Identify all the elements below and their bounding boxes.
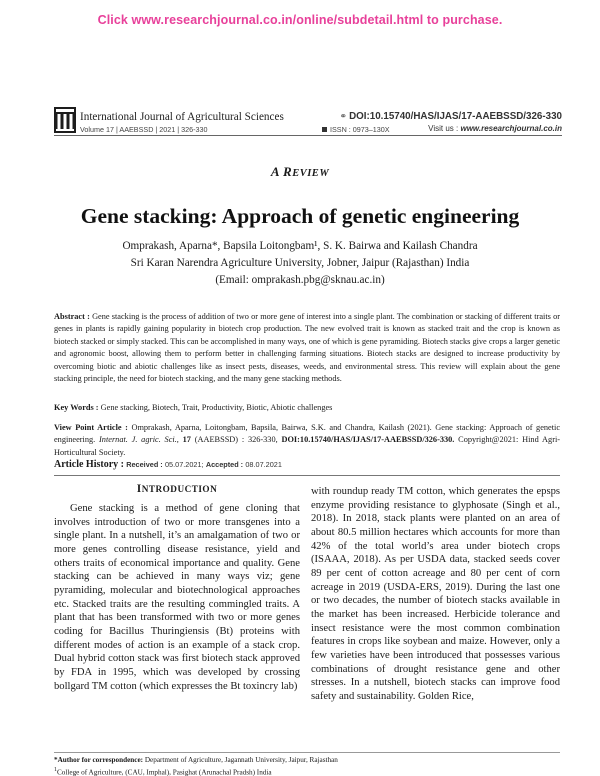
doi-header[interactable] (340, 111, 562, 122)
visit-url[interactable]: www.researchjournal.co.in (460, 124, 562, 133)
purchase-link[interactable]: Click www.researchjournal.co.in/online/subdetail.html to purchase. (97, 13, 503, 27)
footnote-divider (54, 752, 560, 753)
visit-us (428, 124, 562, 133)
article-type-first: A R (270, 164, 293, 179)
visit-label: Visit us : (428, 124, 459, 133)
affiliation-footnote-text: College of Agriculture, (CAU, Imphal), Pasighat (Arunachal Pradsh) India (57, 768, 272, 776)
copyright: Copyright@2021: Hind Agri-Horticultural Society. (54, 435, 561, 457)
citation-text: Omprakash, Aparna, Loitongbam, Bapsila, Bairwa, S.K. and Chandra, Kailash (2021). Gene stacking: Approach of genetic engineering. (54, 423, 560, 445)
journal-logo-icon (54, 107, 76, 133)
correspondence-label: *Author for correspondence: (54, 756, 144, 764)
abstract-label: Abstract : (54, 312, 90, 321)
heading-first: I (136, 483, 142, 495)
received-date: 05.07.2021; (165, 460, 204, 469)
email[interactable]: (Email: omprakash.pbg@sknau.ac.in) (215, 274, 385, 286)
article-type-rest: EVIEW (292, 168, 330, 179)
accepted-label: Accepted : (205, 460, 244, 469)
article-type (0, 164, 600, 180)
introduction-col1 (54, 502, 300, 693)
view-point-citation: View Point Article : Omprakash, Aparna, Loitongbam, Bapsila, Bairwa, S.K. and Chandra, Kailash (2021). Gene stacking: Approach of genetic engineering. Internat. J. agric. Sci., 17 (AAEBSSD) : 326-330, DOI:10.15740/HAS/IJAS/17-AAEBSSD/326-330. Copyright@2021: Hind Agri-Horticultural Society. (54, 423, 561, 457)
affiliation-footnote (54, 767, 272, 776)
citation-doi[interactable]: DOI:10.15740/HAS/IJAS/17-AAEBSSD/326-330. (281, 435, 455, 445)
issn-square-icon (322, 127, 327, 132)
keywords-text: Gene stacking, Biotech, Trait, Productivity, Biotic, Abiotic challenges (100, 403, 333, 412)
view-point-label: View Point Article : (54, 423, 128, 432)
affiliation: Sri Karan Narendra Agriculture University, Jobner, Jaipur (Rajasthan) India (130, 257, 470, 269)
volume-info: Volume 17 | AAEBSSD | 2021 | 326-330 (80, 125, 208, 134)
issn-text: ISSN : 0973–130X (330, 125, 390, 134)
authors: Omprakash, Aparna*, Bapsila Loitongbam¹, S. K. Bairwa and Kailash Chandra (122, 240, 478, 252)
history-divider (54, 475, 560, 476)
affiliation-sup: 1 (54, 767, 57, 773)
header-divider (54, 135, 562, 136)
keywords (54, 402, 560, 414)
doi-icon: ⚭ (339, 111, 348, 121)
paragraph: Gene stacking is a method of gene cloning that involves introduction of two or more transgenes into a single plant. In a nutshell, it’s an amalgamation of two or more genes controlling disease resistance, yield and others traits of economical importance and quality. Gene stacking can be achieved in many ways viz; gene pyramiding, molecular and biotechnological approaches etc. Stacked traits are the resulting commingled traits. A plant that has been transformed with two or more genes coding for Bacillus Thuringiensis (Bt) proteins with different modes of action is an example of a stack crop. Dual hybrid cotton stack was first biotech stack approved by FDA in 1995, which was developed by crossing bollgard TM cotton (which expresses the Bt toxincry lab) (54, 503, 300, 692)
article-history (54, 459, 282, 470)
correspondence-footnote (54, 756, 338, 764)
doi-text: DOI:10.15740/HAS/IJAS/17-AAEBSSD/326-330 (349, 111, 562, 122)
issn (322, 125, 390, 134)
heading-rest: NTRODUCTION (141, 484, 218, 494)
citation-volume: 17 (182, 435, 191, 445)
abstract (54, 311, 560, 385)
journal-abbrev: Internat. J. agric. Sci. (99, 435, 177, 445)
article-title: Gene stacking: Approach of genetic engineering (80, 204, 520, 228)
citation-pages: (AAEBSSD) : 326-330, (194, 435, 278, 445)
accepted-date: 08.07.2021 (245, 460, 282, 469)
keywords-label: Key Words : (54, 403, 99, 412)
journal-name: International Journal of Agricultural Sciences (80, 111, 284, 123)
paragraph: with roundup ready TM cotton, which generates the epsps enzyme providing resistance to glyphosate (Singh et al., 2018). In 2018, stack plants were planted on an area of about 80.5 million hectares which accounts for more than 42% of the total world’s area under biotech crops (ISAAA, 2018). As per USDA data, stacked seeds cover 89 per cent of cotton acreage and 80 per cent of corn acreage in 2019 (USDA-ERS, 2019). During the last one or two decades, the number of biotech stacks available in the market has been increased. Herbicide tolerance and insect resistance were the most common combination features in crops like soybean and maize. However, only a few varieties have been introduced that possesses various combinations of drought resistance gene and other stresses. In a nutshell, biotech stacks can improve food safety and sustainability. Golden Rice, (311, 486, 560, 702)
received-label: Received : (126, 460, 163, 469)
abstract-text: Gene stacking is the process of addition of two or more gene of interest into a single plant. The combination or stacking of different traits or genes in plants is rapidly gaining popularity in biotech crop production. The new evolved trait is known as stacked trait and the crop is known as biotech stacked or simply stacked. This can be accomplished in many ways, one of which is gene pyramiding. Biotech stacks give crops a larger genetic and agronomic boost, allowing them to perform better in challenging farming situations. Biotech stacks are designed to increase productivity by overcoming biotic and abiotic challenges like as insect pests, diseases, weeds, and environmental stress. This review will explain about the gene stacking principle, the need for biotech stacking, and the many gene stacking methods. (54, 312, 560, 384)
history-label: Article History : (54, 459, 124, 470)
introduction-col2 (311, 485, 560, 704)
correspondence-text: Department of Agriculture, Jagannath University, Jaipur, Rajasthan (144, 756, 338, 764)
introduction-heading (54, 483, 300, 495)
